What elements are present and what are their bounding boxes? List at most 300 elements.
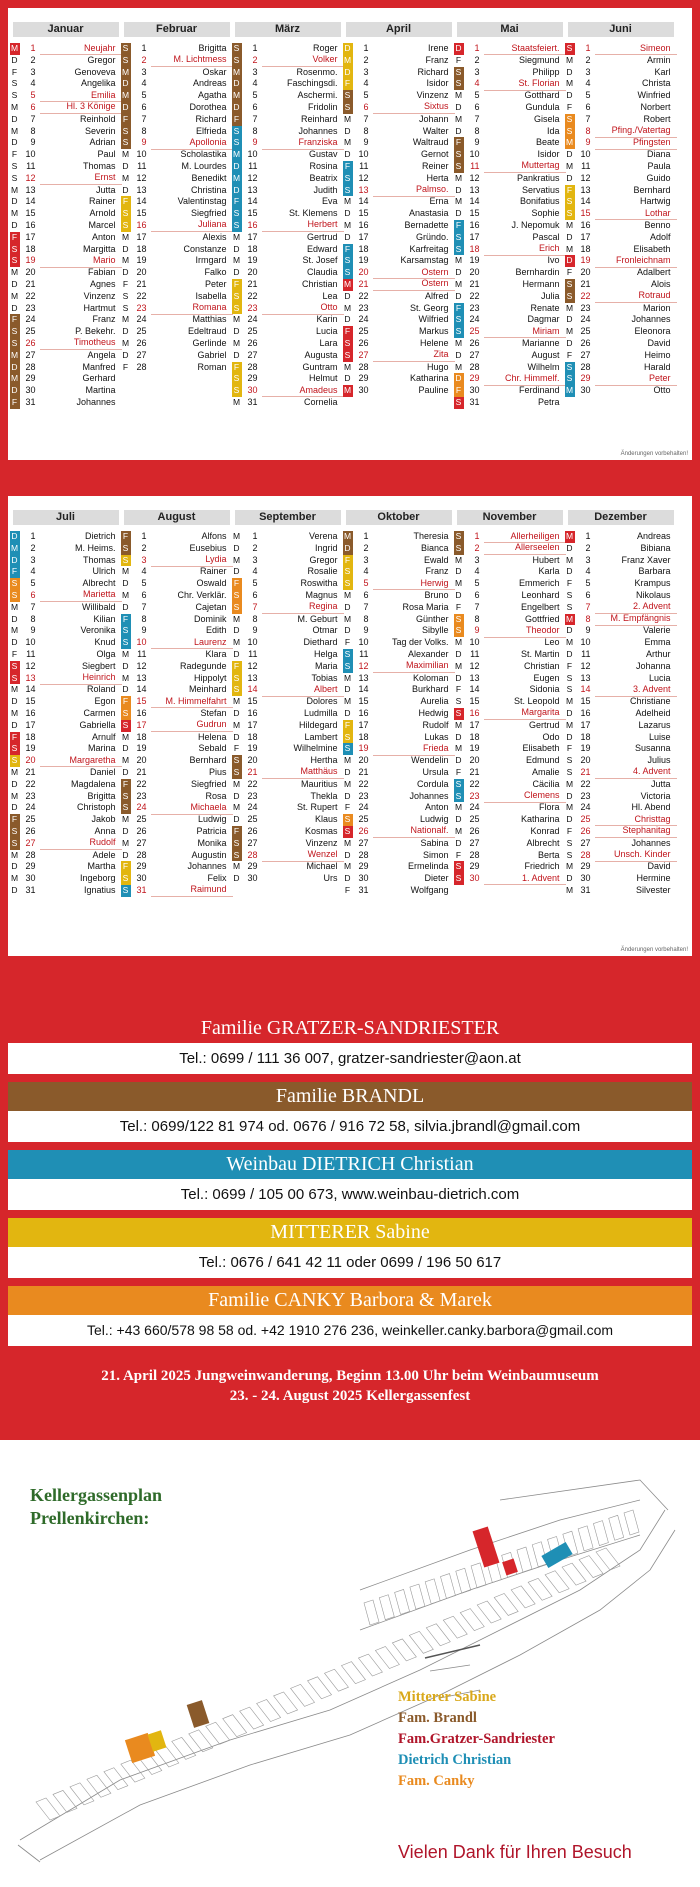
weekday-letter: M xyxy=(565,531,574,541)
calendar-day xyxy=(232,397,344,409)
weekday-letter: D xyxy=(455,290,462,301)
name-day: Franz xyxy=(425,566,449,577)
weekday-letter: S xyxy=(232,55,242,67)
day-number: 5 xyxy=(141,90,147,101)
name-day: Johannes xyxy=(631,314,671,325)
name-day: Beate xyxy=(535,137,560,148)
map-cellar-plot xyxy=(443,1616,467,1638)
contact-mitterer xyxy=(8,1218,692,1278)
name-day: Siegfried xyxy=(190,208,227,219)
weekday-letter: M xyxy=(565,243,574,254)
name-day: Susanna xyxy=(634,743,671,754)
weekday-letter: M xyxy=(343,613,352,624)
weekday-letter: D xyxy=(344,766,351,777)
weekday-letter: D xyxy=(122,684,129,695)
day-number: 29 xyxy=(358,861,369,872)
name-day: Peter xyxy=(204,278,227,289)
weekday-letter: M xyxy=(10,125,19,136)
changes-reserved-note: Änderungen vorbehalten! xyxy=(620,451,688,457)
weekday-letter: D xyxy=(344,290,351,301)
day-number: 8 xyxy=(363,125,369,136)
weekday-letter: D xyxy=(122,660,129,671)
weekday-letter: F xyxy=(232,578,242,590)
day-number: 4 xyxy=(474,78,480,89)
event-dates xyxy=(0,1366,700,1406)
weekday-letter: D xyxy=(344,849,351,860)
map-cellar-plot xyxy=(341,1662,365,1684)
day-number: 20 xyxy=(469,755,480,766)
map-cellar-plot xyxy=(189,1730,213,1752)
day-number: 28 xyxy=(247,361,258,372)
name-day: Klara xyxy=(205,648,227,659)
day-number: 18 xyxy=(136,243,147,254)
calendar-day xyxy=(10,767,122,779)
day-number: 29 xyxy=(25,861,36,872)
name-day: Karl xyxy=(654,66,671,77)
calendar-day xyxy=(232,196,344,208)
weekday-letter: S xyxy=(232,303,242,315)
weekday-letter: D xyxy=(122,160,129,171)
name-day: Helena xyxy=(197,731,227,742)
name-day: Clemens xyxy=(484,790,566,803)
calendar-day xyxy=(565,720,677,732)
calendar-day xyxy=(343,661,455,673)
name-day: Dolores xyxy=(306,696,338,707)
name-day: Eleonora xyxy=(634,326,671,337)
weekday-letter: D xyxy=(566,149,573,160)
weekday-letter: D xyxy=(455,101,462,112)
month-header: Oktober xyxy=(346,510,452,525)
name-day: Siegmund xyxy=(518,54,560,65)
weekday-letter: D xyxy=(455,566,462,577)
day-number: 19 xyxy=(136,743,147,754)
map-cellar-plot xyxy=(172,1737,196,1759)
name-day: Marietta xyxy=(40,589,122,602)
calendar-day xyxy=(232,90,344,102)
calendar-day xyxy=(454,767,566,779)
day-number: 4 xyxy=(585,78,591,89)
weekday-letter: D xyxy=(11,54,18,65)
weekday-letter: S xyxy=(121,720,131,732)
name-day: Nikolaus xyxy=(635,589,671,600)
day-number: 9 xyxy=(474,137,480,148)
day-number: 5 xyxy=(30,578,36,589)
day-number: 20 xyxy=(25,267,36,278)
day-number: 9 xyxy=(363,625,369,636)
day-number: 8 xyxy=(141,613,147,624)
calendar-day xyxy=(565,649,677,661)
map-cellar-plot xyxy=(324,1669,348,1691)
name-day: Günther xyxy=(415,613,449,624)
calendar-day xyxy=(232,55,344,67)
calendar-day xyxy=(232,814,344,826)
day-number: 25 xyxy=(136,814,147,825)
weekday-letter: D xyxy=(455,125,462,136)
weekday-letter: S xyxy=(566,601,573,612)
calendar-day xyxy=(121,590,233,602)
weekday-letter: M xyxy=(10,267,19,278)
name-day: Regina xyxy=(262,601,344,614)
name-day: Hartwig xyxy=(639,196,671,207)
name-day: Zita xyxy=(373,349,455,362)
weekday-letter: S xyxy=(10,255,20,267)
calendar-day xyxy=(121,208,233,220)
name-day: Otto xyxy=(653,385,671,396)
day-number: 6 xyxy=(252,589,258,600)
name-day: Christa xyxy=(641,78,671,89)
name-day: Emilia xyxy=(40,90,122,103)
calendar-day xyxy=(232,873,344,885)
day-number: 20 xyxy=(358,755,369,766)
map-cellar-plot xyxy=(609,1515,624,1540)
day-number: 24 xyxy=(25,802,36,813)
calendar-day xyxy=(232,578,344,590)
calendar-day xyxy=(454,149,566,161)
name-day: Richard xyxy=(417,66,449,77)
weekday-letter: D xyxy=(233,349,240,360)
day-number: 7 xyxy=(30,113,36,124)
name-day: Rudolf xyxy=(422,719,449,730)
legend-entry: Fam.Gratzer-Sandriester xyxy=(398,1731,555,1747)
weekday-letter: D xyxy=(122,267,129,278)
calendar-day xyxy=(10,802,122,814)
name-day: Adele xyxy=(92,849,116,860)
weekday-letter: M xyxy=(10,373,19,384)
name-day: Christian xyxy=(301,278,338,289)
weekday-letter: M xyxy=(454,113,463,124)
weekday-letter: S xyxy=(454,244,464,256)
name-day: Edeltraud xyxy=(187,326,227,337)
day-number: 21 xyxy=(580,766,591,777)
calendar-day xyxy=(10,90,122,102)
day-number: 12 xyxy=(136,660,147,671)
calendar-day xyxy=(454,185,566,197)
calendar-day xyxy=(232,326,344,338)
weekday-letter: F xyxy=(344,884,351,895)
calendar-day xyxy=(10,791,122,803)
weekday-letter: M xyxy=(232,613,241,624)
calendar-day xyxy=(565,267,677,279)
weekday-letter: M xyxy=(565,302,574,313)
month-header: September xyxy=(235,510,341,525)
name-day: Knud xyxy=(94,637,116,648)
day-number: 10 xyxy=(136,149,147,160)
name-day: Hippolyt xyxy=(193,672,227,683)
day-number: 16 xyxy=(247,707,258,718)
day-number: 1 xyxy=(474,531,480,541)
day-number: 28 xyxy=(247,849,258,860)
day-number: 3 xyxy=(252,66,258,77)
map-cellar-plot xyxy=(395,1589,410,1614)
calendar-day xyxy=(10,543,122,555)
calendar-day xyxy=(454,220,566,232)
calendar-day xyxy=(343,791,455,803)
day-number: 5 xyxy=(363,578,369,589)
month-januar xyxy=(10,22,122,409)
name-day: Allerseelen xyxy=(484,542,566,555)
weekday-letter: D xyxy=(11,884,18,895)
calendar-day xyxy=(343,861,455,873)
day-number: 8 xyxy=(585,125,591,136)
weekday-letter: F xyxy=(343,555,353,567)
month-header: Juni xyxy=(568,22,674,37)
name-day: Arthur xyxy=(645,648,671,659)
calendar-day xyxy=(121,326,233,338)
weekday-letter: S xyxy=(343,578,353,590)
calendar-day xyxy=(10,362,122,374)
name-day: Agnes xyxy=(89,278,116,289)
calendar-day xyxy=(454,244,566,256)
weekday-letter: M xyxy=(454,825,463,836)
name-day: Christian xyxy=(523,660,560,671)
calendar-day xyxy=(565,791,677,803)
name-day: August xyxy=(531,349,560,360)
calendar-day xyxy=(343,590,455,602)
calendar-day xyxy=(10,326,122,338)
name-day: Engelbert xyxy=(520,601,560,612)
weekday-letter: M xyxy=(343,137,352,148)
calendar-day xyxy=(565,696,677,708)
weekday-letter: M xyxy=(121,66,130,77)
weekday-letter: D xyxy=(233,707,240,718)
weekday-letter: F xyxy=(454,385,464,397)
name-day: Emma xyxy=(644,637,671,648)
map-marker-gratzer-sandriester-2 xyxy=(502,1558,518,1575)
weekday-letter: M xyxy=(121,837,130,848)
calendar-day xyxy=(232,850,344,862)
day-number: 24 xyxy=(580,314,591,325)
weekday-letter: D xyxy=(455,814,462,825)
weekday-letter: M xyxy=(343,113,352,124)
name-day: Adolf xyxy=(649,231,671,242)
calendar-day xyxy=(121,814,233,826)
name-day: Odo xyxy=(542,731,560,742)
name-day: Rosenmo. xyxy=(296,66,338,77)
calendar-day xyxy=(10,673,122,685)
calendar-day xyxy=(565,314,677,326)
day-number: 30 xyxy=(247,385,258,396)
day-number: 20 xyxy=(247,267,258,278)
name-day: Stefan xyxy=(200,707,227,718)
calendar-day xyxy=(454,67,566,79)
name-day: Cajetan xyxy=(195,601,227,612)
weekday-letter: S xyxy=(454,708,464,720)
day-number: 14 xyxy=(580,684,591,695)
weekday-letter: M xyxy=(232,314,241,325)
calendar-day xyxy=(343,102,455,114)
name-day: Mario xyxy=(40,255,122,268)
name-day: Jutta xyxy=(650,778,671,789)
day-number: 22 xyxy=(136,290,147,301)
calendar-day xyxy=(10,637,122,649)
calendar-day xyxy=(10,149,122,161)
name-day: Sebald xyxy=(198,743,227,754)
name-day: Alois xyxy=(650,278,671,289)
calendar-day xyxy=(121,149,233,161)
calendar-day xyxy=(565,625,677,637)
calendar-first-half xyxy=(8,8,692,460)
month-header: August xyxy=(124,510,230,525)
calendar-day xyxy=(454,661,566,673)
weekday-letter: S xyxy=(232,43,242,55)
day-number: 7 xyxy=(141,113,147,124)
name-day: Alfons xyxy=(201,531,227,541)
calendar-day xyxy=(10,232,122,244)
calendar-day xyxy=(121,708,233,720)
day-number: 4 xyxy=(141,566,147,577)
calendar-day xyxy=(10,350,122,362)
name-day: Heimo xyxy=(644,349,671,360)
calendar-day xyxy=(121,531,233,543)
day-number: 19 xyxy=(580,255,591,266)
name-day: Rosina xyxy=(309,160,338,171)
name-day: Hartmut xyxy=(83,302,116,313)
map-cellar-plot xyxy=(593,1521,608,1546)
weekday-letter: M xyxy=(565,884,574,895)
name-day: Lydia xyxy=(151,554,233,567)
name-day: Brigitta xyxy=(198,43,227,53)
name-day: Alexander xyxy=(407,648,449,659)
day-number: 16 xyxy=(136,219,147,230)
day-number: 23 xyxy=(580,790,591,801)
name-day: Gregor xyxy=(87,54,116,65)
name-day: Reiner xyxy=(421,160,449,171)
weekday-letter: S xyxy=(343,90,353,102)
name-day: David xyxy=(647,861,671,872)
name-day: Hedwig xyxy=(418,707,449,718)
name-day: Wenzel xyxy=(262,849,344,862)
day-number: 17 xyxy=(136,719,147,730)
calendar-day xyxy=(232,755,344,767)
day-number: 6 xyxy=(585,589,591,600)
weekday-letter: D xyxy=(233,184,240,195)
calendar-day xyxy=(565,185,677,197)
day-number: 23 xyxy=(247,790,258,801)
calendar-day xyxy=(121,661,233,673)
calendar-day xyxy=(454,732,566,744)
contact-name: Familie CANKY Barbora & Marek xyxy=(8,1286,692,1315)
weekday-letter: D xyxy=(11,196,18,207)
weekday-letter: M xyxy=(454,637,463,648)
name-day: Lambert xyxy=(304,731,338,742)
calendar-day xyxy=(565,338,677,350)
calendar-day xyxy=(454,637,566,649)
weekday-letter: M xyxy=(121,314,130,325)
day-number: 15 xyxy=(247,696,258,707)
day-number: 28 xyxy=(25,849,36,860)
day-number: 29 xyxy=(469,373,480,384)
map-cellar-plot xyxy=(528,1578,552,1600)
name-day: Miriam xyxy=(484,326,566,339)
weekday-letter: M xyxy=(565,137,574,148)
weekday-letter: D xyxy=(566,337,573,348)
day-number: 29 xyxy=(358,373,369,384)
map-marker-brandl xyxy=(187,1700,210,1728)
day-number: 1 xyxy=(141,43,147,53)
day-number: 22 xyxy=(247,290,258,301)
day-number: 11 xyxy=(137,648,147,659)
name-day: Matthias xyxy=(192,314,227,325)
weekday-letter: D xyxy=(11,278,18,289)
calendar-day xyxy=(454,838,566,850)
day-number: 30 xyxy=(358,873,369,884)
day-number: 17 xyxy=(580,719,591,730)
weekday-letter: F xyxy=(232,114,242,126)
name-day: Thomas xyxy=(82,554,116,565)
weekday-letter: S xyxy=(10,743,20,755)
contact-phone: Tel.: 0699 / 105 00 673, www.weinbau-dietrich.com xyxy=(180,1186,520,1203)
name-day: Karfreitag xyxy=(409,243,449,254)
day-number: 1 xyxy=(30,43,36,53)
name-day: Roger xyxy=(312,43,338,53)
day-number: 20 xyxy=(580,755,591,766)
name-day: Otto xyxy=(262,302,344,315)
name-day: Koloman xyxy=(412,672,449,683)
day-number: 20 xyxy=(358,267,369,278)
calendar-day xyxy=(343,114,455,126)
weekday-letter: F xyxy=(10,566,20,578)
day-number: 28 xyxy=(136,849,147,860)
weekday-letter: S xyxy=(10,826,20,838)
name-day: Volker xyxy=(262,54,344,67)
weekday-letter: M xyxy=(10,766,19,777)
day-number: 30 xyxy=(580,385,591,396)
name-day: Ignatius xyxy=(83,884,116,895)
day-number: 21 xyxy=(580,278,591,289)
name-day: Lucia xyxy=(315,326,338,337)
weekday-letter: S xyxy=(121,791,131,803)
day-number: 13 xyxy=(469,672,480,683)
calendar-day xyxy=(343,767,455,779)
weekday-letter: D xyxy=(233,326,240,337)
calendar-day xyxy=(121,338,233,350)
calendar-day xyxy=(10,185,122,197)
day-number: 30 xyxy=(25,873,36,884)
day-number: 27 xyxy=(358,349,369,360)
calendar-day xyxy=(121,861,233,873)
day-number: 6 xyxy=(474,101,480,112)
day-number: 5 xyxy=(585,90,591,101)
day-number: 18 xyxy=(358,731,369,742)
weekday-letter: M xyxy=(565,696,574,707)
weekday-letter: D xyxy=(233,243,240,254)
weekday-letter: M xyxy=(121,149,130,160)
name-day: Genoveva xyxy=(74,66,116,77)
day-number: 30 xyxy=(136,873,147,884)
calendar-day xyxy=(10,696,122,708)
name-day: Diethard xyxy=(303,637,338,648)
calendar-day xyxy=(121,850,233,862)
map-cellar-plot xyxy=(206,1722,230,1744)
name-day: Thekla xyxy=(310,790,338,801)
day-number: 10 xyxy=(136,637,147,648)
weekday-letter: M xyxy=(232,861,241,872)
calendar-day xyxy=(343,578,455,590)
weekday-letter: M xyxy=(121,90,130,101)
day-number: 27 xyxy=(247,837,258,848)
day-number: 2 xyxy=(474,542,480,553)
calendar-day xyxy=(343,362,455,374)
map-cellar-plot xyxy=(364,1600,379,1625)
weekday-letter: M xyxy=(454,172,463,183)
map-cellar-plot xyxy=(375,1646,399,1668)
day-number: 22 xyxy=(580,290,591,301)
name-day: Bianca xyxy=(420,542,449,553)
weekday-letter: D xyxy=(344,66,351,77)
name-day: Kilian xyxy=(93,613,116,624)
day-number: 21 xyxy=(247,278,258,289)
name-day: Renate xyxy=(530,302,560,313)
